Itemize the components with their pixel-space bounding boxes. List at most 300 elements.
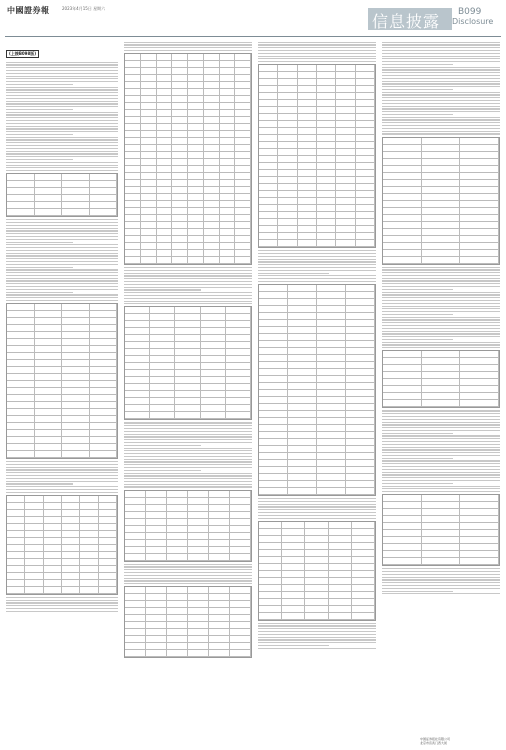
text-line xyxy=(6,469,118,470)
table-cell xyxy=(288,334,317,340)
text-line xyxy=(382,413,500,414)
table-cell xyxy=(35,202,63,208)
table-cell xyxy=(62,545,80,551)
table-cell xyxy=(188,622,209,628)
table-cell xyxy=(259,65,278,71)
table-row xyxy=(125,363,251,370)
table-row xyxy=(125,173,251,180)
text-line xyxy=(6,278,118,279)
table-cell xyxy=(141,236,157,242)
table-cell xyxy=(329,557,352,563)
text-line xyxy=(382,480,500,481)
text-line xyxy=(6,167,118,168)
table-cell xyxy=(317,142,336,148)
table-cell xyxy=(259,135,278,141)
table-row xyxy=(259,557,375,564)
table-row xyxy=(383,236,499,243)
table-cell xyxy=(146,587,167,593)
table-cell xyxy=(422,201,461,207)
table-row xyxy=(383,530,499,537)
table-cell xyxy=(25,538,43,544)
table-cell xyxy=(422,351,461,357)
table-cell xyxy=(329,522,352,528)
table-cell xyxy=(317,306,346,312)
table-cell xyxy=(259,557,282,563)
table-cell xyxy=(317,376,346,382)
table-cell xyxy=(201,391,226,397)
table-row xyxy=(125,68,251,75)
table-cell xyxy=(383,351,422,357)
table-row xyxy=(259,198,375,205)
text-line xyxy=(258,250,376,251)
text-line xyxy=(258,501,376,502)
table-cell xyxy=(172,82,188,88)
table-cell xyxy=(288,299,317,305)
text-line xyxy=(382,92,500,93)
table-row xyxy=(259,240,375,247)
table-cell xyxy=(209,526,230,532)
table-cell xyxy=(329,613,352,619)
text-line xyxy=(6,84,73,85)
text-line xyxy=(258,259,376,260)
table-cell xyxy=(356,142,375,148)
text-line xyxy=(382,336,500,337)
text-line xyxy=(6,89,118,90)
table-cell xyxy=(460,208,499,214)
table-cell xyxy=(356,184,375,190)
text-line xyxy=(124,459,252,460)
table-cell xyxy=(62,580,80,586)
table-cell xyxy=(220,131,236,137)
table-cell xyxy=(201,321,226,327)
table-cell xyxy=(157,117,173,123)
table-cell xyxy=(80,587,98,593)
table-cell xyxy=(288,362,317,368)
table-cell xyxy=(346,439,375,445)
table-cell xyxy=(383,544,422,550)
table-cell xyxy=(259,299,288,305)
text-line xyxy=(124,434,252,435)
table-cell xyxy=(317,114,336,120)
table-cell xyxy=(317,149,336,155)
text-line xyxy=(6,165,118,166)
text-line xyxy=(6,236,118,237)
table-cell xyxy=(317,334,346,340)
table-cell xyxy=(157,208,173,214)
table-cell xyxy=(7,374,35,380)
table-cell xyxy=(336,233,355,239)
table-cell xyxy=(80,510,98,516)
text-line xyxy=(6,131,118,132)
table-cell xyxy=(35,346,63,352)
text-line xyxy=(6,159,73,160)
table-cell xyxy=(141,173,157,179)
table-cell xyxy=(188,250,204,256)
table-cell xyxy=(172,201,188,207)
table-cell xyxy=(125,643,146,649)
text-line xyxy=(6,170,118,171)
table-row xyxy=(125,512,251,519)
text-line xyxy=(124,284,252,285)
text-line xyxy=(382,56,500,57)
table-cell xyxy=(141,117,157,123)
text-line xyxy=(382,591,453,592)
table-cell xyxy=(204,159,220,165)
table-cell xyxy=(99,538,117,544)
table-cell xyxy=(188,145,204,151)
table-cell xyxy=(220,201,236,207)
text-block xyxy=(258,42,376,649)
table-row xyxy=(383,208,499,215)
table-cell xyxy=(80,552,98,558)
table-cell xyxy=(141,61,157,67)
table-cell xyxy=(235,208,251,214)
text-line xyxy=(382,308,500,309)
table-cell xyxy=(62,174,90,180)
table-cell xyxy=(188,594,209,600)
table-cell xyxy=(175,370,200,376)
table-cell xyxy=(259,536,282,542)
table-cell xyxy=(204,145,220,151)
text-line xyxy=(124,475,252,476)
text-line xyxy=(382,579,500,580)
table-cell xyxy=(235,250,251,256)
table-cell xyxy=(259,149,278,155)
table-cell xyxy=(460,166,499,172)
table-cell xyxy=(146,505,167,511)
table-cell xyxy=(35,409,63,415)
table-cell xyxy=(209,512,230,518)
table-cell xyxy=(25,531,43,537)
table-row xyxy=(259,233,375,240)
table-cell xyxy=(172,236,188,242)
table-row xyxy=(7,325,117,332)
text-line xyxy=(6,600,118,601)
text-line xyxy=(6,87,118,88)
table-cell xyxy=(7,195,35,201)
table-cell xyxy=(201,328,226,334)
table-cell xyxy=(278,114,297,120)
table-cell xyxy=(125,405,150,411)
table-cell xyxy=(204,257,220,263)
table-cell xyxy=(204,89,220,95)
table-cell xyxy=(317,191,336,197)
table-cell xyxy=(125,398,150,404)
table-cell xyxy=(317,198,336,204)
text-line xyxy=(6,67,118,68)
text-line xyxy=(382,297,500,298)
table-row xyxy=(383,187,499,194)
table-cell xyxy=(235,236,251,242)
table-cell xyxy=(346,446,375,452)
table-cell xyxy=(90,402,118,408)
text-line xyxy=(382,455,500,456)
text-line xyxy=(258,625,376,626)
table-row xyxy=(383,551,499,558)
table-cell xyxy=(220,54,236,60)
table-cell xyxy=(150,384,175,390)
table-cell xyxy=(157,201,173,207)
text-line xyxy=(6,300,118,301)
table-cell xyxy=(7,545,25,551)
table-cell xyxy=(298,86,317,92)
table-cell xyxy=(317,404,346,410)
table-row xyxy=(259,156,375,163)
table-cell xyxy=(278,212,297,218)
table-cell xyxy=(230,498,251,504)
table-cell xyxy=(226,356,251,362)
table-cell xyxy=(7,423,35,429)
table-cell xyxy=(188,124,204,130)
table-cell xyxy=(278,163,297,169)
table-cell xyxy=(356,177,375,183)
table-cell xyxy=(230,608,251,614)
table-cell xyxy=(188,194,204,200)
table-cell xyxy=(346,467,375,473)
table-cell xyxy=(235,54,251,60)
table-cell xyxy=(188,491,209,497)
table-cell xyxy=(282,599,305,605)
table-cell xyxy=(80,545,98,551)
text-line xyxy=(382,275,500,276)
text-line xyxy=(382,477,500,478)
table-cell xyxy=(317,163,336,169)
table-row xyxy=(259,411,375,418)
text-line xyxy=(382,47,500,48)
table-cell xyxy=(157,250,173,256)
table-cell xyxy=(422,400,461,406)
table-cell xyxy=(422,358,461,364)
table-cell xyxy=(62,374,90,380)
table-cell xyxy=(230,650,251,656)
table-row xyxy=(383,194,499,201)
table-cell xyxy=(278,107,297,113)
table-cell xyxy=(235,68,251,74)
table-cell xyxy=(259,585,282,591)
table-row xyxy=(383,523,499,530)
table-row xyxy=(383,537,499,544)
table-cell xyxy=(278,79,297,85)
table-cell xyxy=(125,68,141,74)
text-line xyxy=(6,289,118,290)
table-row xyxy=(125,61,251,68)
table-cell xyxy=(356,149,375,155)
table-row xyxy=(383,558,499,565)
table-row xyxy=(7,181,117,188)
table-cell xyxy=(125,138,141,144)
table-cell xyxy=(157,236,173,242)
table-cell xyxy=(422,509,461,515)
table-cell xyxy=(188,201,204,207)
table-cell xyxy=(259,571,282,577)
table-cell xyxy=(305,585,328,591)
table-cell xyxy=(204,75,220,81)
table-cell xyxy=(150,363,175,369)
table-cell xyxy=(141,82,157,88)
table-cell xyxy=(317,460,346,466)
table-cell xyxy=(150,335,175,341)
text-line xyxy=(382,460,500,461)
table-cell xyxy=(220,145,236,151)
table-cell xyxy=(383,365,422,371)
table-cell xyxy=(201,307,226,313)
table-row xyxy=(125,384,251,391)
table-cell xyxy=(305,529,328,535)
table-cell xyxy=(209,650,230,656)
table-row xyxy=(125,356,251,363)
table-row xyxy=(7,304,117,311)
table-cell xyxy=(209,615,230,621)
table-cell xyxy=(62,346,90,352)
table-cell xyxy=(336,100,355,106)
table-cell xyxy=(356,86,375,92)
table-row xyxy=(259,571,375,578)
table-row xyxy=(125,587,251,594)
table-cell xyxy=(259,369,288,375)
table-cell xyxy=(188,601,209,607)
table-cell xyxy=(44,531,62,537)
table-cell xyxy=(188,138,204,144)
table-cell xyxy=(317,453,346,459)
table-cell xyxy=(125,180,141,186)
table-cell xyxy=(383,393,422,399)
table-cell xyxy=(99,552,117,558)
table-cell xyxy=(288,432,317,438)
table-cell xyxy=(157,173,173,179)
table-cell xyxy=(188,159,204,165)
table-row xyxy=(383,215,499,222)
table-cell xyxy=(235,166,251,172)
table-cell xyxy=(352,613,375,619)
table-cell xyxy=(90,325,118,331)
table-cell xyxy=(62,332,90,338)
table-row xyxy=(383,145,499,152)
table-cell xyxy=(44,538,62,544)
issue-date: 2023年4月15日 星期六 xyxy=(62,6,106,11)
table-cell xyxy=(125,117,141,123)
table-cell xyxy=(125,229,141,235)
table-cell xyxy=(356,114,375,120)
table-cell xyxy=(226,412,251,418)
table-cell xyxy=(90,339,118,345)
table-row xyxy=(383,250,499,257)
table-cell xyxy=(188,180,204,186)
table-cell xyxy=(336,212,355,218)
table-cell xyxy=(220,180,236,186)
table-cell xyxy=(298,107,317,113)
table-cell xyxy=(172,75,188,81)
table-cell xyxy=(188,587,209,593)
table-cell xyxy=(422,208,461,214)
text-line xyxy=(382,486,500,487)
table-cell xyxy=(90,381,118,387)
table-cell xyxy=(125,533,146,539)
table-cell xyxy=(460,523,499,529)
table-row xyxy=(125,650,251,657)
table-row xyxy=(125,498,251,505)
column-2 xyxy=(124,40,252,660)
table-cell xyxy=(317,425,346,431)
table-cell xyxy=(80,573,98,579)
text-line xyxy=(258,518,376,519)
table-cell xyxy=(188,608,209,614)
table-cell xyxy=(278,184,297,190)
table-cell xyxy=(336,170,355,176)
table-cell xyxy=(460,222,499,228)
page-header xyxy=(0,0,506,38)
table-row xyxy=(7,580,117,587)
table-cell xyxy=(346,313,375,319)
table-cell xyxy=(259,198,278,204)
text-line xyxy=(258,498,376,499)
table-row xyxy=(259,390,375,397)
table-cell xyxy=(305,536,328,542)
table-cell xyxy=(226,384,251,390)
table-row xyxy=(7,374,117,381)
text-line xyxy=(6,112,118,113)
table-cell xyxy=(90,353,118,359)
text-line xyxy=(382,435,500,436)
table-row xyxy=(259,320,375,327)
table-cell xyxy=(62,538,80,544)
table-cell xyxy=(35,195,63,201)
table-row xyxy=(7,318,117,325)
table-cell xyxy=(125,601,146,607)
text-line xyxy=(6,162,118,163)
table-cell xyxy=(146,519,167,525)
table-cell xyxy=(422,180,461,186)
table-cell xyxy=(125,131,141,137)
table-cell xyxy=(141,96,157,102)
table-cell xyxy=(188,152,204,158)
text-line xyxy=(6,137,118,138)
table-cell xyxy=(35,188,63,194)
table-cell xyxy=(188,236,204,242)
table-row xyxy=(259,177,375,184)
data-table xyxy=(382,350,500,408)
table-cell xyxy=(259,529,282,535)
table-cell xyxy=(209,519,230,525)
table-cell xyxy=(125,236,141,242)
table-row xyxy=(383,495,499,502)
text-line xyxy=(6,156,118,157)
table-cell xyxy=(422,544,461,550)
table-cell xyxy=(383,551,422,557)
text-line xyxy=(382,582,500,583)
table-cell xyxy=(188,89,204,95)
text-line xyxy=(382,466,500,467)
text-line xyxy=(258,504,376,505)
table-cell xyxy=(259,355,288,361)
table-row xyxy=(125,412,251,419)
text-line xyxy=(124,450,252,451)
table-cell xyxy=(204,110,220,116)
table-row xyxy=(383,365,499,372)
table-cell xyxy=(298,219,317,225)
text-line xyxy=(6,292,73,293)
text-line xyxy=(6,139,118,140)
table-cell xyxy=(146,622,167,628)
table-cell xyxy=(44,496,62,502)
table-cell xyxy=(422,516,461,522)
table-cell xyxy=(125,152,141,158)
text-line xyxy=(6,250,118,251)
table-cell xyxy=(383,152,422,158)
table-cell xyxy=(230,601,251,607)
table-cell xyxy=(80,503,98,509)
table-cell xyxy=(150,370,175,376)
table-cell xyxy=(298,240,317,246)
